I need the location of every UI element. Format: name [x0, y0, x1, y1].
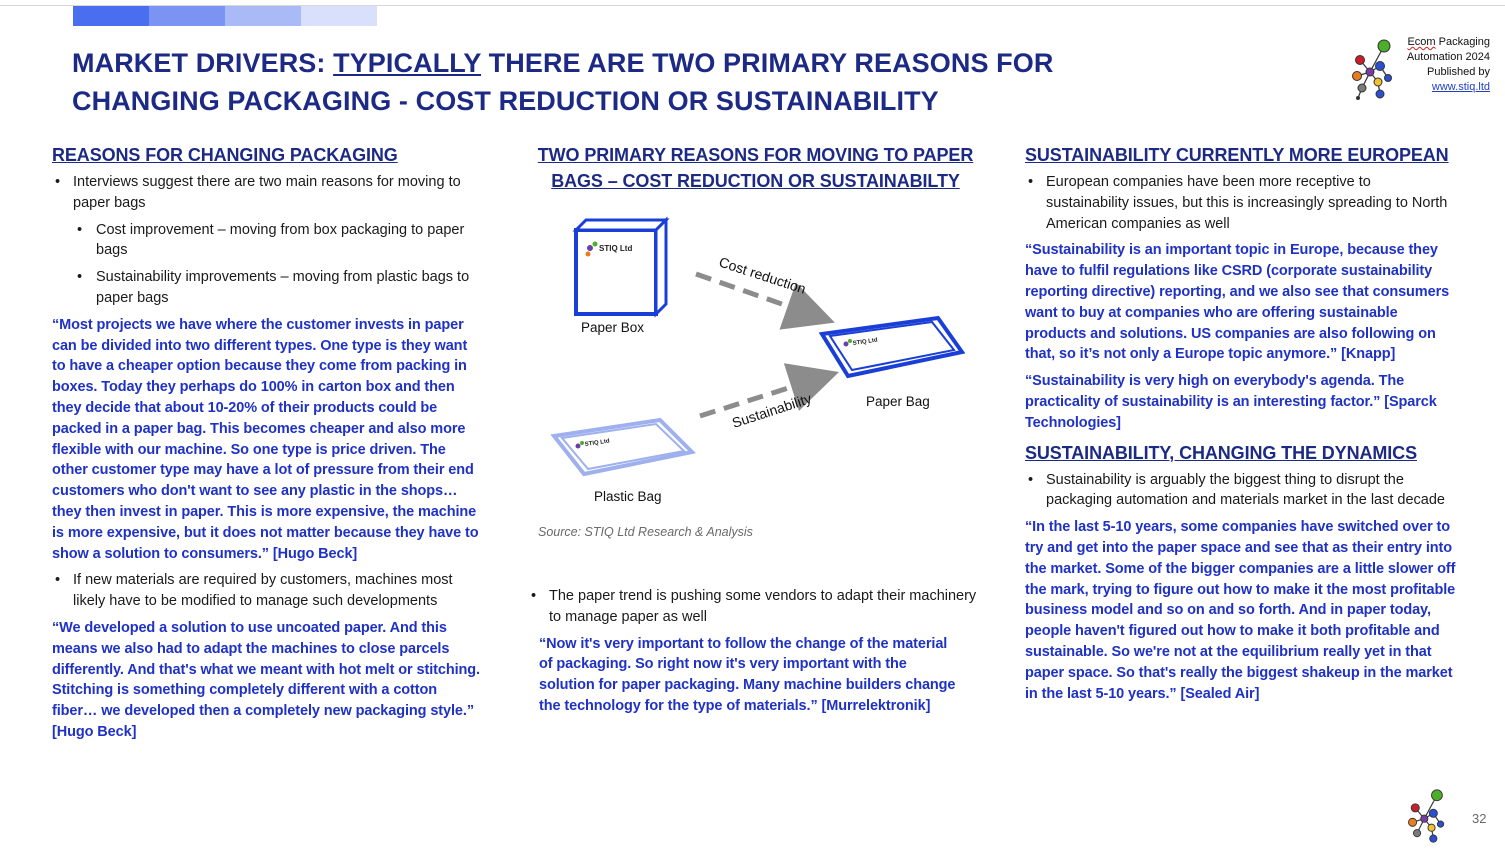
packaging-diagram [528, 198, 983, 538]
heading-european: SUSTAINABILITY CURRENTLY MORE EUROPEAN [1025, 145, 1449, 165]
reasons-list [52, 172, 484, 309]
dynamics-list [1025, 470, 1457, 512]
bullet-paper-trend: • The paper trend is pushing some vendors to adapt their machinery to manage paper as well [528, 586, 983, 628]
heading-primary-reasons: TWO PRIMARY REASONS FOR MOVING TO PAPER BAGS – COST REDUCTION OR SUSTAINABILTY [537, 145, 974, 191]
title-part-2: THERE ARE TWO PRIMARY REASONS FOR CHANGING PACKAGING - COST REDUCTION OR SUSTAINABILITY [72, 48, 1054, 116]
page-title [72, 44, 1192, 120]
plastic-bag-label: Plastic Bag [594, 489, 662, 504]
brand-line-3: Published by [1427, 66, 1490, 78]
heading-reasons: REASONS FOR CHANGING PACKAGING [52, 145, 398, 165]
vendor-list [528, 586, 983, 628]
sub-bullet-sustainability: • Sustainability improvements – moving from plastic bags to paper bags [52, 267, 484, 309]
plastic-bag-icon [554, 420, 692, 474]
quote-hugo-beck-1: “Most projects we have where the customer invests in paper can be divided into two different types. One type is they want to have a cheaper option because they come from packing in boxes. Today they perhaps do 100% in carton box and then they decide that about 10-20% of their products could be packed in a paper bag. This becomes cheaper and also more flexible with our machine. So one type is price driven. The other customer type may have a lot of pressure from their end customers who don't want to see any plastic in the shops… they then invest in paper. This is more expensive, the machine is more expensive, but it does not matter because they have to show a solution to consumers.” [Hugo Beck] [52, 316, 479, 562]
bullet-interviews: • Interviews suggest there are two main reasons for moving to paper bags [52, 172, 484, 214]
title-underlined-word: TYPICALLY [333, 48, 482, 78]
bag-logo-text: STIQ Ltd [852, 337, 879, 347]
brand-line-2: Automation 2024 [1406, 51, 1490, 63]
quote-hugo-beck-2: “We developed a solution to use uncoated paper. And this means we also had to adapt the machines to close parcels differently. And that's what we meant with hot melt or stitching. Stitching is something completely different with a cotton fiber… we developed then a completely new packaging style.” [Hugo Beck] [52, 619, 480, 740]
progress-segment-3 [225, 6, 301, 26]
column-reasons [52, 142, 484, 749]
title-part-1: MARKET DRIVERS: [72, 48, 334, 78]
sub-bullet-cost: • Cost improvement – moving from box packaging to paper bags [52, 220, 484, 262]
paper-box-icon [576, 220, 666, 314]
quote-sealed-air: “In the last 5-10 years, some companies have switched over to try and get into the paper space and see that as their entry into the market. Some of the bigger companies are a little slower off the mark, trying to figure out how to make it the most profitable business model and so on and so forth. And in paper today, people haven't figured out how to make it both profitable and sustainable. So we're not at the equilibrium really yet in that paper space. So that's really the biggest shakeup in the market in the last 5-10 years.” [Sealed Air] [1025, 519, 1456, 702]
bullet-european: • European companies have been more receptive to sustainability issues, but this is increasingly spreading to North American companies as well [1025, 172, 1457, 234]
brand-ecom: Ecom [1407, 36, 1436, 48]
quote-knapp: “Sustainability is an important topic in Europe, because they have to fulfil regulations like CSRD (corporate sustainability reporting directive) reporting, and we also see that consumers want to buy at companies who are offering sustainable products and solutions. US companies are also following on that, so it’s not only a Europe topic anymore.” [Knapp] [1025, 242, 1450, 363]
progress-segment-1 [73, 6, 149, 26]
publisher-link[interactable]: www.stiq.ltd [1431, 81, 1490, 93]
paper-box-label: Paper Box [581, 320, 645, 335]
heading-dynamics: SUSTAINABILITY, CHANGING THE DYNAMICS [1025, 442, 1417, 463]
materials-list [52, 570, 484, 612]
progress-segment-4 [301, 6, 377, 26]
page-number: 32 [1472, 811, 1487, 826]
column-primary-reasons [528, 142, 983, 723]
paper-bag-label: Paper Bag [866, 394, 930, 409]
quote-murrelektronik: “Now it's very important to follow the change of the material of packaging. So right now it's very important with the solution for paper packaging. Many machine builders change the technology for the type of materials.” [Murrelektronik] [539, 635, 956, 714]
plastic-logo-text: STIQ Ltd [584, 438, 611, 448]
section-progress-bar [73, 6, 377, 26]
brand-packaging: Packaging [1435, 36, 1490, 48]
european-list [1025, 172, 1457, 234]
progress-segment-2 [149, 6, 225, 26]
paper-bag-icon [822, 318, 962, 376]
footer-network-logo-icon [1406, 788, 1448, 844]
column-sustainability [1025, 142, 1457, 710]
box-logo-text: STIQ Ltd [599, 244, 633, 253]
quote-sparck: “Sustainability is very high on everybody's agenda. The practicality of sustainability is an interesting factor.” [Sparck Technologies] [1025, 373, 1437, 431]
bullet-new-materials: • If new materials are required by customers, machines most likely have to be modified to manage such developments [52, 570, 484, 612]
source-note: Source: STIQ Ltd Research & Analysis [538, 525, 753, 539]
cost-reduction-label: Cost reduction [717, 253, 808, 297]
bullet-disrupt: • Sustainability is arguably the biggest thing to disrupt the packaging automation and materials market in the last decade [1025, 470, 1457, 512]
sustainability-label: Sustainability [729, 390, 814, 431]
brand-text [1370, 35, 1490, 95]
